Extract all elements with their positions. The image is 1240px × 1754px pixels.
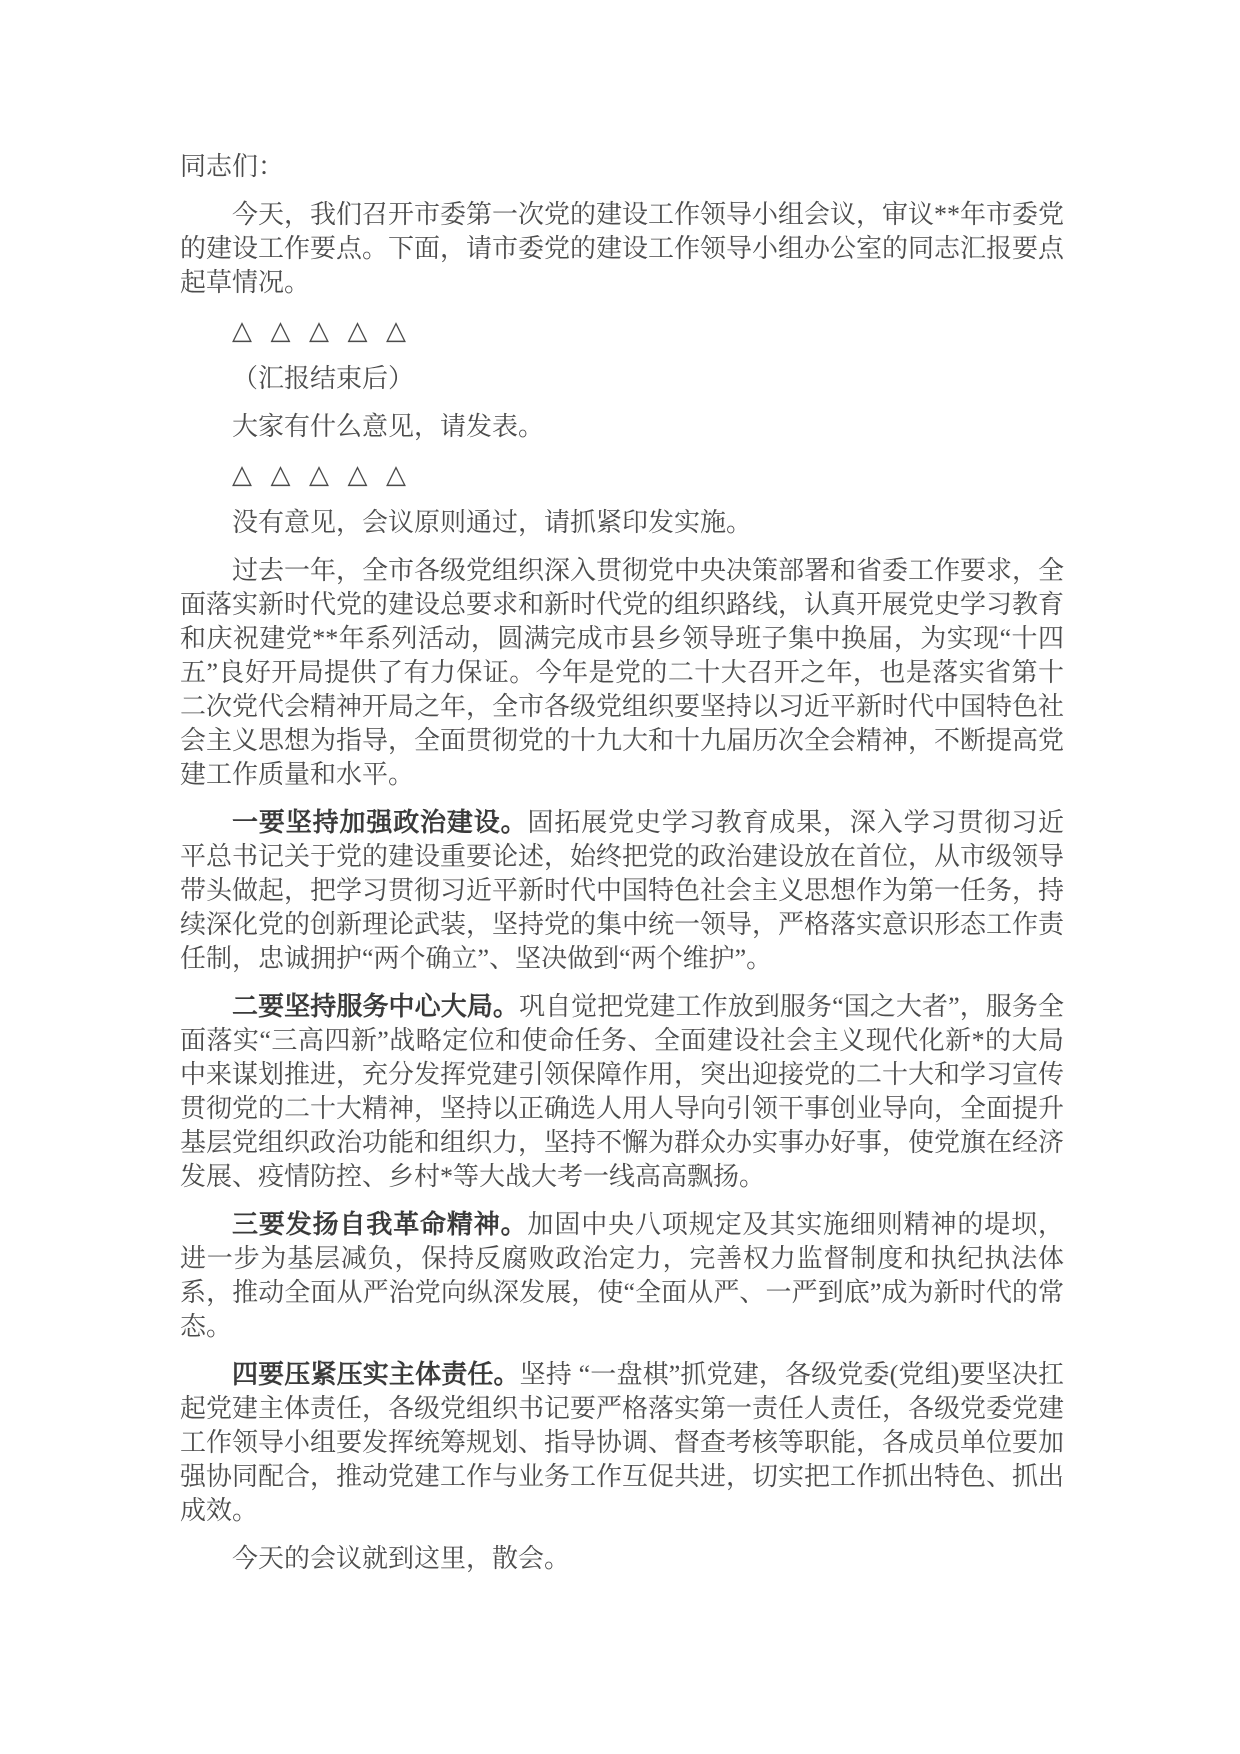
- paragraph: 过去一年，全市各级党组织深入贯彻党中央决策部署和省委工作要求，全面落实新时代党的建设总要求和新时代党的组织路线，认真开展党史学习教育和庆祝建党**年系列活动，圆满完成市县乡领导班子集中换届，为实现“十四五”良好开局提供了有力保证。今年是党的二十大召开之年，也是落实省第十二次党代会精神开局之年，全市各级党组织要坚持以习近平新时代中国特色社会主义思想为指导，全面贯彻党的十九大和十九届历次全会精神，不断提高党建工作质量和水平。: [180, 556, 1065, 789]
- paragraph: 今天，我们召开市委第一次党的建设工作领导小组会议，审议**年市委党的建设工作要点。下面，请市委党的建设工作领导小组办公室的同志汇报要点起草情况。: [180, 200, 1065, 297]
- paragraph: 今天的会议就到这里，散会。: [232, 1544, 571, 1573]
- paragraph-lead-bold: 四要压紧压实主体责任。: [232, 1360, 520, 1389]
- paragraph: 没有意见，会议原则通过，请抓紧印发实施。: [232, 508, 753, 537]
- paragraph: 一要坚持加强政治建设。固拓展党史学习教育成果，深入学习贯彻习近平总书记关于党的建设重要论述，始终把党的政治建设放在首位，从市级领导带头做起，把学习贯彻习近平新时代中国特色社会主义思想作为第一任务，持续深化党的创新理论武装，坚持党的集中统一领导，严格落实意识形态工作责任制，忠诚拥护“两个确立”、坚决做到“两个维护”。: [180, 808, 1065, 973]
- document-body: [180, 198, 1064, 1576]
- paragraph-lead-bold: 一要坚持加强政治建设。: [232, 808, 528, 837]
- paragraph-lead-bold: 二要坚持服务中心大局。: [232, 992, 519, 1021]
- paragraph: 三要发扬自我革命精神。加固中央八项规定及其实施细则精神的堤坝，进一步为基层减负，保持反腐败政治定力，完善权力监督制度和执纪执法体系，推动全面从严治党向纵深发展，使“全面从严、一严到底”成为新时代的常态。: [180, 1210, 1064, 1341]
- placeholder-symbols-line: △ △ △ △ △: [232, 316, 406, 345]
- paragraph: 四要压紧压实主体责任。坚持 “一盘棋”抓党建，各级党委(党组)要坚决扛起党建主体责任，各级党组织书记要严格落实第一责任人责任，各级党委党建工作领导小组要发挥统筹规划、指导协调、督查考核等职能，各成员单位要加强协同配合，推动党建工作与业务工作互促共进，切实把工作抓出特色、抓出成效。: [180, 1360, 1065, 1525]
- placeholder-symbols-line: △ △ △ △ △: [232, 460, 406, 489]
- paragraph: 大家有什么意见，请发表。: [232, 412, 545, 441]
- paragraph-lead-bold: 三要发扬自我革命精神。: [232, 1210, 528, 1239]
- salutation: 同志们：: [180, 152, 285, 181]
- paragraph: 二要坚持服务中心大局。巩自觉把党建工作放到服务“国之大者”，服务全面落实“三高四新”战略定位和使命任务、全面建设社会主义现代化新*的大局中来谋划推进，充分发挥党建引领保障作用，突出迎接党的二十大和学习宣传贯彻党的二十大精神，坚持以正确选人用人导向引领干事创业导向，全面提升基层党组织政治功能和组织力，坚持不懈为群众办实事办好事，使党旗在经济发展、疫情防控、乡村*等大战大考一线高高飘扬。: [180, 992, 1065, 1191]
- paragraph: （汇报结束后）: [232, 364, 415, 393]
